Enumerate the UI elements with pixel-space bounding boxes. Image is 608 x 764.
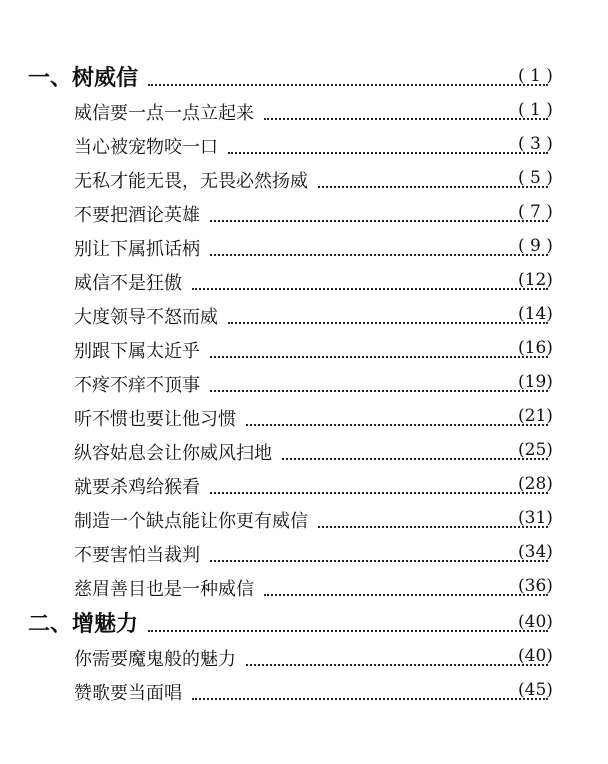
toc-page-number: (19) <box>518 372 553 392</box>
toc-entry-row <box>0 91 608 125</box>
dot-leader <box>210 390 548 392</box>
toc-page-number: (40) <box>518 612 553 632</box>
dot-leader <box>318 526 548 528</box>
dot-leader <box>246 664 548 666</box>
dot-leader <box>148 630 548 632</box>
toc-page-number: (14) <box>518 304 553 324</box>
toc-title: 不疼不痒不顶事 <box>74 375 200 396</box>
toc-title: 大度领导不怒而威 <box>74 307 218 328</box>
toc-entry-row <box>0 261 608 295</box>
toc-entry-row <box>0 329 608 363</box>
toc-page-number: (34) <box>518 542 553 562</box>
toc-page-number: (31) <box>518 508 553 528</box>
table-of-contents <box>0 55 608 705</box>
toc-title: 无私才能无畏，无畏必然扬威 <box>74 171 308 192</box>
toc-title: 威信要一点一点立起来 <box>74 103 254 124</box>
toc-title: 赞歌要当面唱 <box>74 683 182 704</box>
toc-title: 威信不是狂傲 <box>74 273 182 294</box>
dot-leader <box>192 288 548 290</box>
toc-page-number: (40) <box>518 646 553 666</box>
toc-title: 二、增魅力 <box>28 611 139 637</box>
toc-title: 不要害怕当裁判 <box>74 545 200 566</box>
toc-title: 就要杀鸡给猴看 <box>74 477 200 498</box>
toc-page-number: ( 1 ) <box>518 66 553 86</box>
toc-chapter-row <box>0 601 608 637</box>
toc-title: 不要把酒论英雄 <box>74 205 200 226</box>
toc-entry-row <box>0 193 608 227</box>
toc-chapter-row <box>0 55 608 91</box>
dot-leader <box>228 152 548 154</box>
dot-leader <box>318 186 548 188</box>
dot-leader <box>192 698 548 700</box>
dot-leader <box>282 458 548 460</box>
toc-entry-row <box>0 499 608 533</box>
dot-leader <box>228 322 548 324</box>
toc-title: 慈眉善目也是一种威信 <box>74 579 254 600</box>
dot-leader <box>210 492 548 494</box>
dot-leader <box>148 84 548 86</box>
dot-leader <box>210 220 548 222</box>
toc-entry-row <box>0 295 608 329</box>
toc-page-number: ( 5 ) <box>518 168 553 188</box>
toc-page-number: (36) <box>518 576 553 596</box>
toc-entry-row <box>0 465 608 499</box>
toc-page-number: (12) <box>518 270 553 290</box>
toc-entry-row <box>0 227 608 261</box>
dot-leader <box>210 254 548 256</box>
toc-entry-row <box>0 159 608 193</box>
toc-page-number: (21) <box>518 406 553 426</box>
dot-leader <box>264 118 548 120</box>
toc-entry-row <box>0 431 608 465</box>
dot-leader <box>210 560 548 562</box>
toc-title: 当心被宠物咬一口 <box>74 137 218 158</box>
toc-entry-row <box>0 363 608 397</box>
toc-title: 别让下属抓话柄 <box>74 239 200 260</box>
toc-title: 别跟下属太近乎 <box>74 341 200 362</box>
dot-leader <box>246 424 548 426</box>
toc-title: 一、树威信 <box>28 65 139 91</box>
toc-entry-row <box>0 533 608 567</box>
toc-page-number: (28) <box>518 474 553 494</box>
toc-page-number: ( 1 ) <box>518 100 553 120</box>
toc-title: 你需要魔鬼般的魅力 <box>74 649 236 670</box>
toc-entry-row <box>0 671 608 705</box>
dot-leader <box>210 356 548 358</box>
toc-title: 纵容姑息会让你威风扫地 <box>74 443 272 464</box>
toc-page-number: ( 7 ) <box>518 202 553 222</box>
toc-entry-row <box>0 397 608 431</box>
dot-leader <box>264 594 548 596</box>
toc-page-number: ( 3 ) <box>518 134 553 154</box>
toc-entry-row <box>0 125 608 159</box>
toc-title: 制造一个缺点能让你更有威信 <box>74 511 308 532</box>
toc-entry-row <box>0 567 608 601</box>
toc-page-number: ( 9 ) <box>518 236 553 256</box>
toc-title: 听不惯也要让他习惯 <box>74 409 236 430</box>
toc-page-number: (25) <box>518 440 553 460</box>
toc-entry-row <box>0 637 608 671</box>
toc-page-number: (16) <box>518 338 553 358</box>
toc-page-number: (45) <box>518 680 553 700</box>
